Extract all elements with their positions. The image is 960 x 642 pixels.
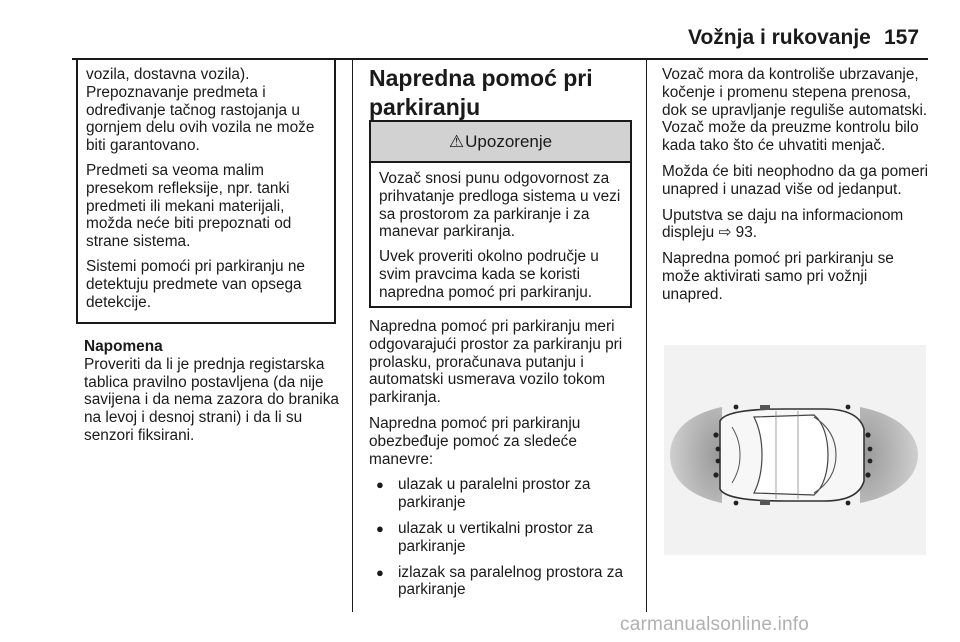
list-item: ● izlazak sa paralelnog prostora za parkiranje [369,564,635,600]
reference-arrow-icon: ⇨ [718,224,732,242]
rear-sensor-zone [670,407,722,503]
body-paragraph: Napredna pomoć pri parkiranju obezbeđuje pomoć za sledeće manevre: [369,414,581,468]
warning-continued-box [76,60,336,324]
reference-text: Uputstva se daju na informacionom displeju [662,206,904,242]
column-divider-left [352,60,353,612]
section-heading: Napredna pomoć pri parkiranju [369,65,593,120]
warning-header [371,122,630,163]
body-paragraph [662,207,930,243]
watermark-text: carmanualsonline.info [620,614,810,635]
section-title: Vožnja i rukovanje [688,26,871,49]
warning-title: Upozorenje [465,131,553,151]
note-heading: Napomena [84,338,163,355]
warning-continued-paragraph: Sistemi pomoći pri parkiranju ne detektuju predmete van opsega detekcije. [86,257,305,311]
note-block [84,338,342,445]
warning-box [369,120,632,308]
parking-sensor-illustration [664,345,926,555]
reference-link[interactable]: 93. [735,224,758,242]
middle-body-text [369,318,635,607]
warning-paragraph: Uvek proveriti okolno područje u svim pravcima kada se koristi napredna pomoć pri parkiranju. [379,248,599,301]
list-item: ● ulazak u paralelni prostor za parkiranje [369,476,635,512]
body-paragraph: Vozač mora da kontroliše ubrzavanje, kočenje i promenu stepena prenosa, dok se upravljanje reguliše automatski. Vozač može da preuzme kontrolu bilo kada tako što će uhvatiti menjač. [662,66,928,155]
right-body-text [662,66,930,312]
body-paragraph: Napredna pomoć pri parkiranju se može aktivirati samo pri vožnji unapred. [662,250,894,303]
list-item: ● ulazak u vertikalni prostor za parkiranje [369,520,635,556]
front-sensor-zone [860,407,918,503]
body-paragraph: Napredna pomoć pri parkiranju meri odgovarajući prostor za parkiranju pri prolasku, proračunava putanju i automatski usmerava vozilo tokom parkiranja. [369,318,623,407]
warning-paragraph: Vozač snosi punu odgovornost za prihvatanje predloga sistema u vezi sa prostorom za parkiranje i za manevar parkiranja. [379,170,621,241]
maneuver-list [369,476,635,599]
page-number: 157 [884,26,920,49]
body-paragraph: Možda će biti neophodno da ga pomeri unapred i unazad više od jedanput. [662,162,929,198]
column-divider-right [646,60,647,612]
car-body [720,405,864,505]
warning-continued-paragraph: vozila, dostavna vozila). Prepoznavanje predmeta i određivanje tačnog rastojanja u gornjem delu ovih vozila ne može biti garantovano. [86,66,315,155]
note-text: Proveriti da li je prednja registarska tablica pravilno postavljena (da nije savijena i da nema zazora do branika na levoj i desnoj strani) i da li su senzori fiksirani. [84,355,339,444]
warning-triangle-icon: ⚠ [448,131,465,151]
car-top-view-graphic [664,345,926,555]
warning-continued-paragraph: Predmeti sa veoma malim presekom refleksije, npr. tanki predmeti ili mekani materijali, možda neće biti prepoznati od strane sistema. [86,161,292,251]
